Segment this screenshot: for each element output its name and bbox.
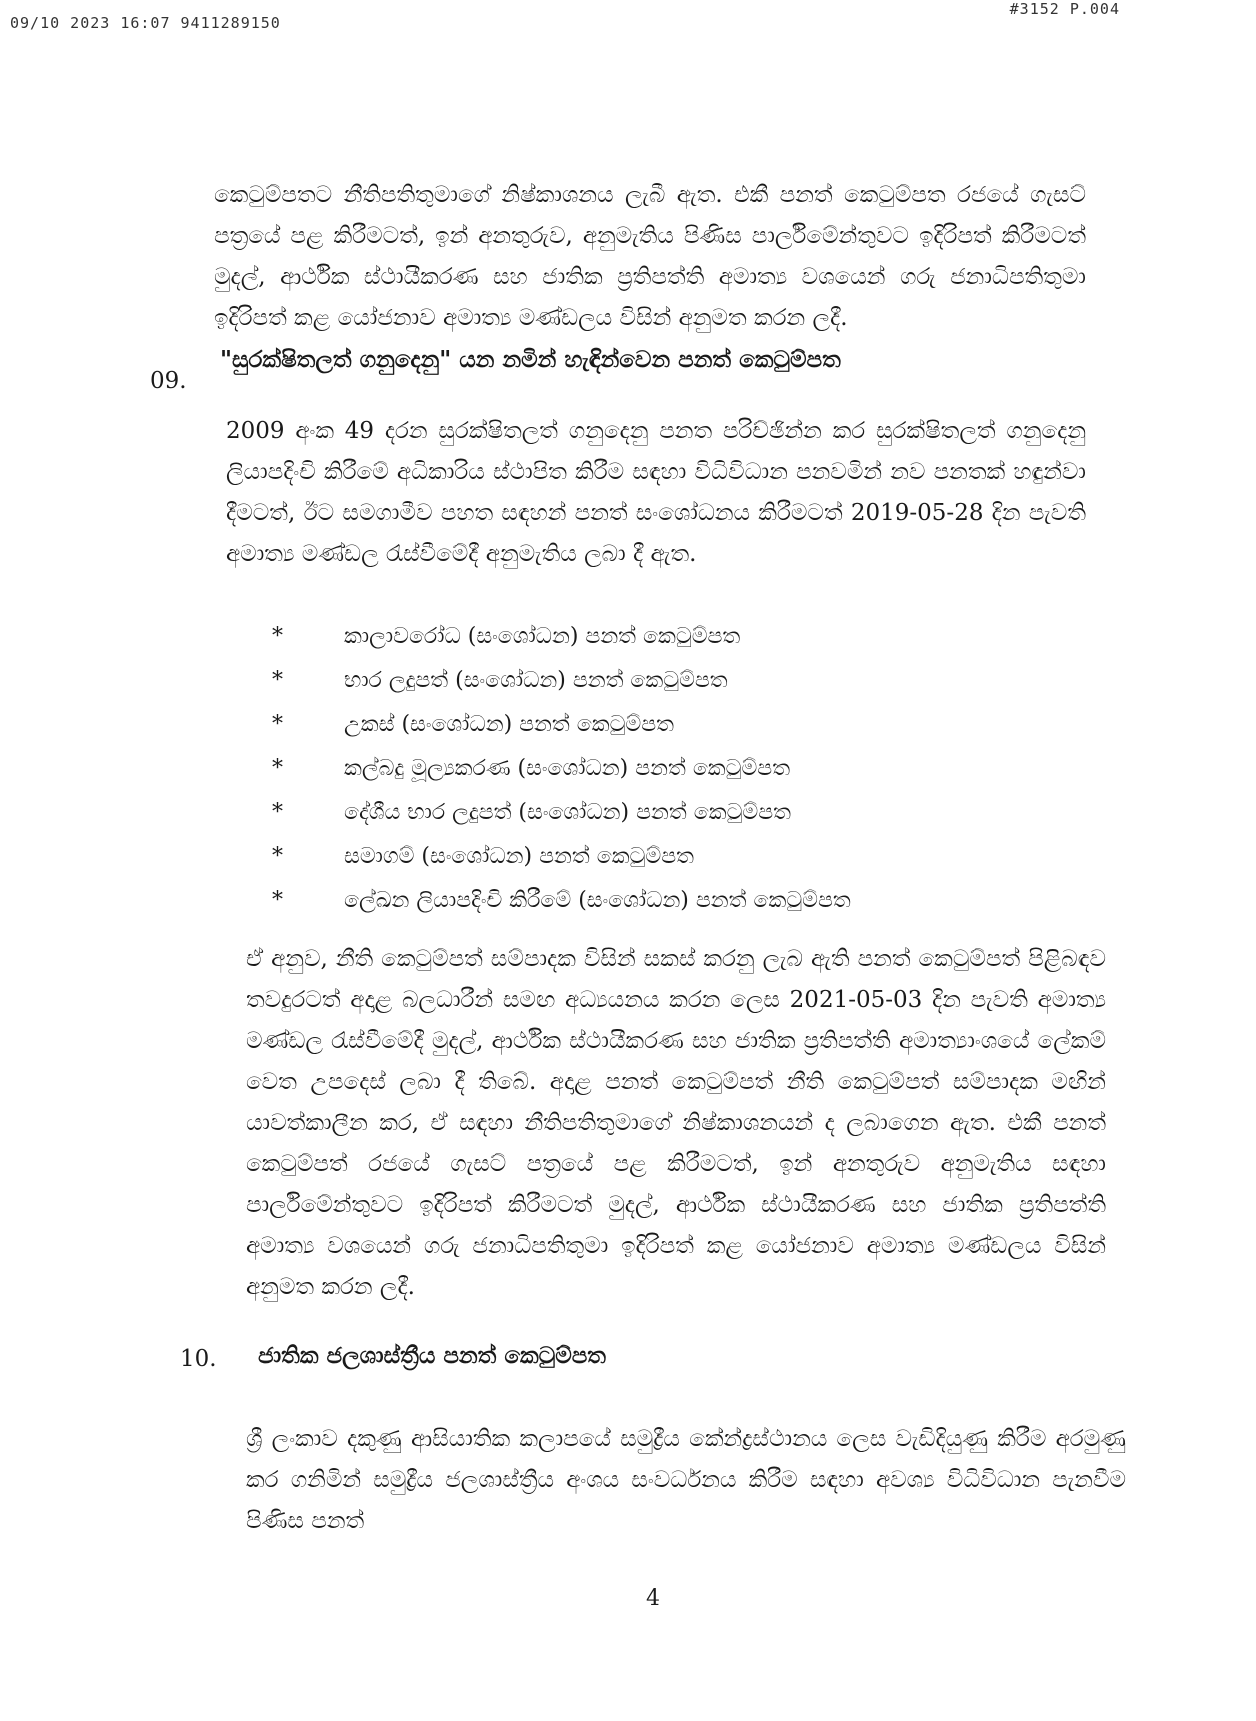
list-item-text: දේශීය භාර ලදුපත් (සංශෝධන) පනත් කෙටුම්පත xyxy=(344,799,791,825)
section-09-conclusion: ඒ අනුව, නීති කෙටුම්පත් සම්පාදක විසින් සකස් කරනු ලැබ ඇති පනත් කෙටුම්පත් පිළිබඳව තවදුරටත් අදාළ බලධාරීන් සමඟ අධ්‍යයනය කරන ලෙස 2021-05-03 දින පැවති අමාත්‍ය මණ්ඩල රැස්වීමේදී මුදල්, ආර්ථික ස්ථායීකරණ සහ ජාතික ප්‍රතිපත්ති අමාත්‍යාංශයේ ලේකම් වෙත උපදෙස් ලබා දී තිබේ. අදාළ පනත් කෙටුම්පත් නීති කෙටුම්පත් සම්පාදක මඟින් යාවත්කාලීන කර, ඒ සඳහා නීතිපතිතුමාගේ නිෂ්කාශනයන් ද ලබාගෙන ඇත. එකී පනත් කෙටුම්පත් රජයේ ගැසට් පත්‍රයේ පළ කිරීමටත්, ඉන් අනතුරුව අනුමැතිය සඳහා පාර්ලිමේන්තුවට ඉදිරිපත් කිරීමටත් මුදල්, ආර්ථික ස්ථායීකරණ සහ ජාතික ප්‍රතිපත්ති අමාත්‍ය වශයෙන් ගරු ජනාධිපතිතුමා ඉදිරිපත් කළ යෝජනාව අමාත්‍ය මණ්ඩලය විසින් අනුමත කරන ලදී. xyxy=(246,946,1106,1300)
list-item xyxy=(272,792,1072,832)
list-item-text: සමාගම් (සංශෝධන) පනත් කෙටුම්පත xyxy=(344,843,694,869)
bullet-star: * xyxy=(272,755,283,781)
list-item-text: කාලාවරෝධ (සංශෝධන) පනත් කෙටුම්පත xyxy=(344,623,741,649)
amendment-list xyxy=(272,616,1072,924)
list-item-text: ලේඛන ලියාපදිංචි කිරීමේ (සංශෝධන) පනත් කෙටුම්පත xyxy=(344,887,851,913)
bullet-star: * xyxy=(272,843,283,869)
list-item xyxy=(272,660,1072,700)
section-09-number: 09. xyxy=(150,368,187,394)
list-item xyxy=(272,880,1072,920)
list-item xyxy=(272,616,1072,656)
bullet-star: * xyxy=(272,799,283,825)
bullet-star: * xyxy=(272,623,283,649)
page-number: 4 xyxy=(646,1586,660,1611)
top-paragraph: කෙටුම්පතට නීතිපතිතුමාගේ නිෂ්කාශනය ලැබී ඇත. එකී පනත් කෙටුම්පත රජයේ ගැසට් පත්‍රයේ පළ කිරීමටත්, ඉන් අනතුරුව, අනුමැතිය පිණිස පාර්ලිමේන්තුවට ඉදිරිපත් කිරීමටත් මුදල්, ආර්ථික ස්ථායීකරණ සහ ජාතික ප්‍රතිපත්ති අමාත්‍ය වශයෙන් ගරු ජනාධිපතිතුමා ඉදිරිපත් කළ යෝජනාව අමාත්‍ය මණ්ඩලය විසින් අනුමත කරන ලදී. xyxy=(214,182,1086,331)
section-09-heading: "සුරක්ෂිතලත් ගනුදෙනු" යන නමින් හැඳින්වෙන පනත් කෙටුම්පත xyxy=(220,346,841,373)
section-10-heading: ජාතික ජලශාස්ත්‍රීය පනත් කෙටුම්පත xyxy=(258,1342,606,1369)
list-item-text: භාර ලදුපත් (සංශෝධන) පනත් කෙටුම්පත xyxy=(344,667,728,693)
list-item xyxy=(272,836,1072,876)
fax-header-left: 09/10 2023 16:07 9411289150 xyxy=(10,14,281,32)
list-item xyxy=(272,704,1072,744)
list-item xyxy=(272,748,1072,788)
fax-header-right: #3152 P.004 xyxy=(1009,0,1120,18)
list-item-text: උකස් (සංශෝධන) පනත් කෙටුම්පත xyxy=(344,711,674,737)
section-10-number: 10. xyxy=(180,1346,217,1372)
section-09-intro: 2009 අංක 49 දරන සුරක්ෂිතලත් ගනුදෙනු පනත පරිච්ඡින්න කර සුරක්ෂිතලත් ගනුදෙනු ලියාපදිංචි කිරීමේ අධිකාරිය ස්ථාපිත කිරීම සඳහා විධිවිධාන පනවමින් නව පනතක් හඳුන්වා දීමටත්, ඊට සමගාමීව පහත සඳහන් පනත් සංශෝධනය කිරීමටත් 2019-05-28 දින පැවති අමාත්‍ය මණ්ඩල රැස්වීමේදී අනුමැතිය ලබා දී ඇත. xyxy=(226,418,1086,567)
section-10-intro: ශ්‍රී ලංකාව දකුණු ආසියාතික කලාපයේ සමුද්‍රීය කේන්ද්‍රස්ථානය ලෙස වැඩිදියුණු කිරීම අරමුණු කර ගනිමින් සමුද්‍රීය ජලශාස්ත්‍රීය අංශය සංවර්ධනය කිරීම සඳහා අවශ්‍ය විධිවිධාන පැනවීම පිණිස පනත් xyxy=(246,1426,1126,1534)
bullet-star: * xyxy=(272,887,283,913)
bullet-star: * xyxy=(272,667,283,693)
bullet-star: * xyxy=(272,711,283,737)
list-item-text: කල්බදු මූල්‍යකරණ (සංශෝධන) පනත් කෙටුම්පත xyxy=(344,755,791,781)
